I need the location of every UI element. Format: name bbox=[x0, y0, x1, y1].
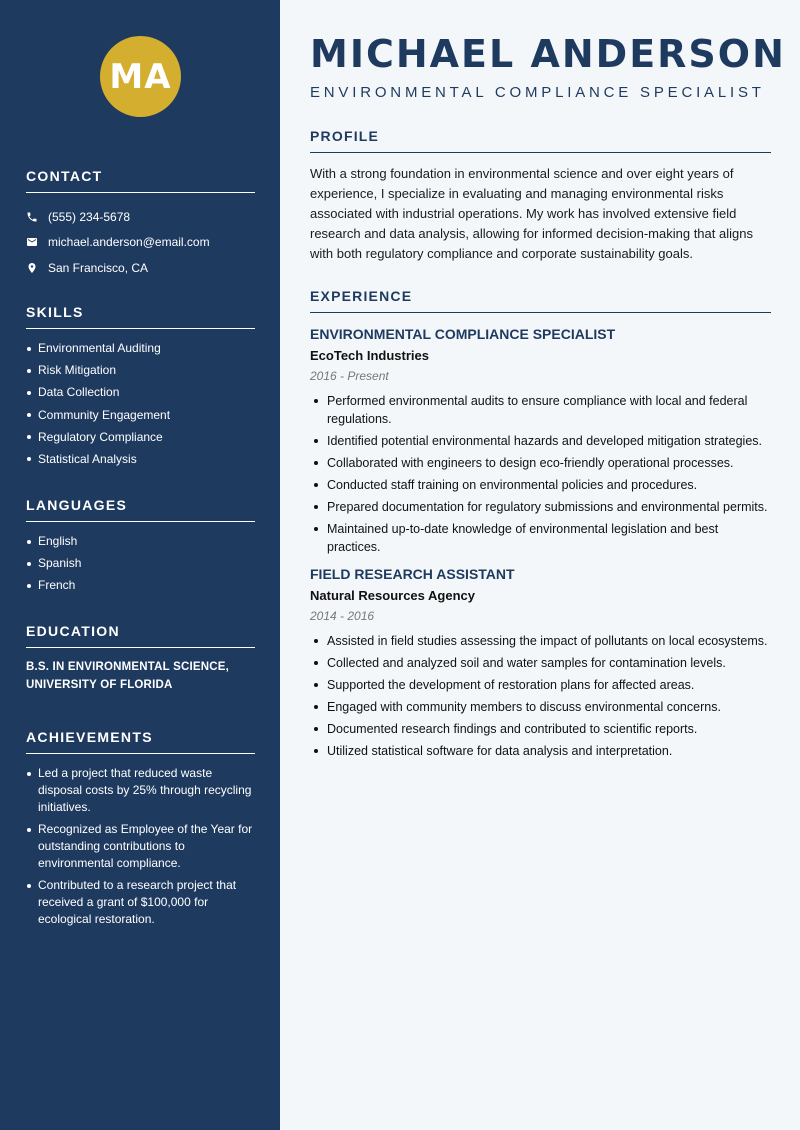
location-icon bbox=[26, 262, 38, 274]
education-degree: B.S. IN ENVIRONMENTAL SCIENCE, UNIVERSITY OF FLORIDA bbox=[26, 661, 230, 691]
job-company: Natural Resources Agency bbox=[310, 588, 475, 603]
avatar: MA bbox=[100, 36, 181, 117]
skill-item: Risk Mitigation bbox=[26, 362, 255, 379]
profile-text: With a strong foundation in environmental science and over eight years of experience, I specialize in evaluating and managing environmental risks associated with industrial operations. My work has involved extensive field research and data analysis, allowing for informed decision-making that aligns with both regulatory compliance and corporate sustainability goals. bbox=[310, 166, 753, 261]
job-bullet: Engaged with community members to discuss environmental concerns. bbox=[310, 698, 771, 716]
skill-item: Regulatory Compliance bbox=[26, 429, 255, 446]
contact-phone bbox=[26, 204, 255, 230]
achievement-item: Contributed to a research project that received a grant of $100,000 for ecological restoration. bbox=[26, 877, 255, 928]
job-bullet: Identified potential environmental hazards and developed mitigation strategies. bbox=[310, 432, 771, 450]
profile-title: PROFILE bbox=[310, 128, 771, 153]
skill-item: Community Engagement bbox=[26, 407, 255, 424]
job-entry bbox=[310, 566, 771, 760]
job-bullet: Performed environmental audits to ensure compliance with local and federal regulations. bbox=[310, 392, 771, 428]
skills-title: SKILLS bbox=[26, 304, 255, 329]
contact-section bbox=[26, 168, 255, 281]
phone-icon bbox=[26, 211, 38, 223]
skill-item: Environmental Auditing bbox=[26, 340, 255, 357]
job-role: ENVIRONMENTAL COMPLIANCE SPECIALIST bbox=[310, 326, 616, 342]
candidate-name: MICHAEL ANDERSON bbox=[310, 32, 786, 76]
job-company: EcoTech Industries bbox=[310, 348, 429, 363]
skills-section bbox=[26, 304, 255, 473]
job-dates: 2014 - 2016 bbox=[310, 609, 375, 623]
achievements-title: ACHIEVEMENTS bbox=[26, 729, 255, 754]
job-role: FIELD RESEARCH ASSISTANT bbox=[310, 566, 515, 582]
experience-title: EXPERIENCE bbox=[310, 288, 771, 313]
achievements-section bbox=[26, 729, 255, 933]
sidebar bbox=[0, 0, 280, 1130]
skill-item: Statistical Analysis bbox=[26, 451, 255, 468]
education-section bbox=[26, 623, 255, 694]
job-dates: 2016 - Present bbox=[310, 369, 389, 383]
job-entry bbox=[310, 326, 771, 556]
email-icon bbox=[26, 236, 38, 248]
contact-location bbox=[26, 255, 255, 281]
skill-item: Data Collection bbox=[26, 384, 255, 401]
language-item: French bbox=[26, 577, 255, 594]
experience-section bbox=[310, 288, 771, 764]
phone-text: (555) 234-5678 bbox=[48, 209, 131, 224]
job-bullet: Assisted in field studies assessing the impact of pollutants on local ecosystems. bbox=[310, 632, 771, 650]
achievement-item: Recognized as Employee of the Year for outstanding contributions to environmental compliance. bbox=[26, 821, 255, 872]
education-title: EDUCATION bbox=[26, 623, 255, 648]
email-text[interactable]: michael.anderson@email.com bbox=[48, 235, 210, 250]
language-item: Spanish bbox=[26, 555, 255, 572]
achievement-item: Led a project that reduced waste disposal costs by 25% through recycling initiatives. bbox=[26, 765, 255, 816]
job-bullet: Documented research findings and contributed to scientific reports. bbox=[310, 720, 771, 738]
languages-title: LANGUAGES bbox=[26, 497, 255, 522]
languages-section bbox=[26, 497, 255, 600]
contact-email bbox=[26, 230, 255, 256]
job-bullet: Maintained up-to-date knowledge of environmental legislation and best practices. bbox=[310, 520, 771, 556]
job-bullet: Utilized statistical software for data analysis and interpretation. bbox=[310, 742, 771, 760]
job-bullet: Prepared documentation for regulatory submissions and environmental permits. bbox=[310, 498, 771, 516]
job-bullet: Supported the development of restoration plans for affected areas. bbox=[310, 676, 771, 694]
language-item: English bbox=[26, 533, 255, 550]
job-bullet: Conducted staff training on environmental policies and procedures. bbox=[310, 476, 771, 494]
job-bullet: Collaborated with engineers to design eco-friendly operational processes. bbox=[310, 454, 771, 472]
job-bullet: Collected and analyzed soil and water samples for contamination levels. bbox=[310, 654, 771, 672]
profile-section bbox=[310, 128, 771, 264]
location-text: San Francisco, CA bbox=[48, 260, 149, 275]
contact-title: CONTACT bbox=[26, 168, 255, 193]
job-title: ENVIRONMENTAL COMPLIANCE SPECIALIST bbox=[310, 84, 765, 101]
